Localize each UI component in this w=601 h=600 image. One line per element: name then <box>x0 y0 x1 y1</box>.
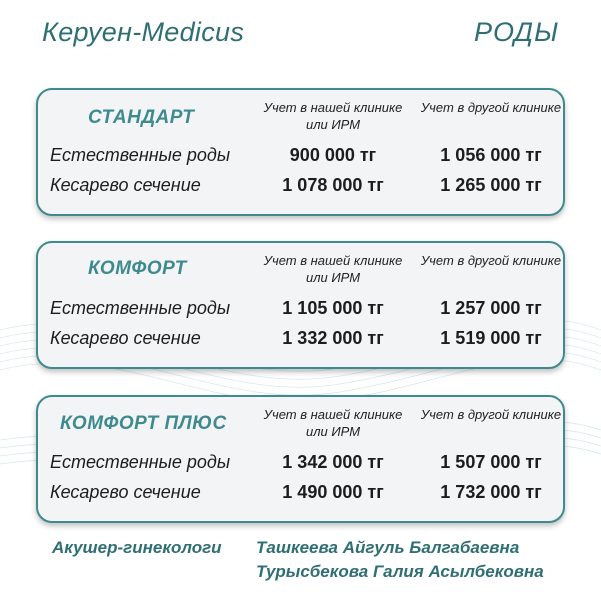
price-cesarean-our: 1 490 000 тг <box>282 482 384 502</box>
price-card-standard <box>36 88 565 216</box>
price-cesarean-other: 1 732 000 тг <box>440 482 542 502</box>
card-title: КОМФОРТ ПЛЮС <box>60 413 227 434</box>
column-header-our-clinic: Учет в нашей клинике или ИРМ <box>263 100 403 132</box>
column-header-other-clinic: Учет в другой клинике <box>420 100 562 115</box>
price-card-comfort <box>36 241 565 369</box>
price-natural-our: 900 000 тг <box>289 145 377 165</box>
card-title: КОМФОРТ <box>88 258 187 279</box>
column-header-other-clinic: Учет в другой клинике <box>420 253 562 268</box>
price-natural-our: 1 105 000 тг <box>282 298 384 318</box>
price-cesarean-our: 1 332 000 тг <box>282 328 384 348</box>
section-title: РОДЫ <box>473 17 559 47</box>
price-natural-our: 1 342 000 тг <box>282 452 384 472</box>
price-cesarean-other: 1 265 000 тг <box>440 175 542 195</box>
clinic-name: Керуен-Medicus <box>42 17 245 47</box>
row-label-cesarean: Кесарево сечение <box>50 175 201 195</box>
footer-specialty: Акушер-гинекологи <box>52 538 222 557</box>
price-cesarean-other: 1 519 000 тг <box>440 328 542 348</box>
row-label-natural-birth: Естественные роды <box>50 452 231 472</box>
row-label-cesarean: Кесарево сечение <box>50 328 201 348</box>
footer-doctor-1: Ташкеева Айгуль Балгабаевна <box>256 538 520 557</box>
column-header-other-clinic: Учет в другой клинике <box>420 407 562 422</box>
price-card-comfort-plus <box>36 395 565 523</box>
column-header-our-clinic: Учет в нашей клинике или ИРМ <box>263 407 403 439</box>
row-label-natural-birth: Естественные роды <box>50 298 231 318</box>
price-natural-other: 1 507 000 тг <box>440 452 542 472</box>
price-natural-other: 1 056 000 тг <box>440 145 542 165</box>
footer-doctor-2: Турысбекова Галия Асылбековна <box>256 562 544 581</box>
row-label-natural-birth: Естественные роды <box>50 145 231 165</box>
price-natural-other: 1 257 000 тг <box>440 298 542 318</box>
card-title: СТАНДАРТ <box>88 107 195 128</box>
row-label-cesarean: Кесарево сечение <box>50 482 201 502</box>
price-cesarean-our: 1 078 000 тг <box>282 175 384 195</box>
column-header-our-clinic: Учет в нашей клинике или ИРМ <box>263 253 403 285</box>
